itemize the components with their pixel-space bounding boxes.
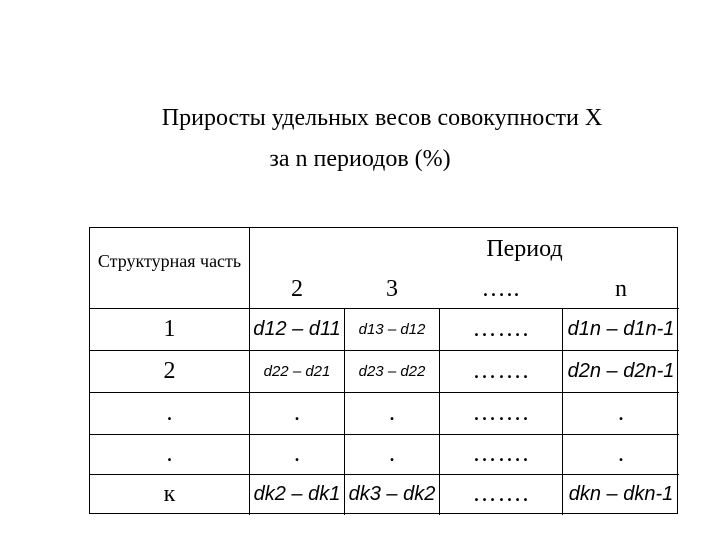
cell-r2-c2: d22 – d21	[263, 363, 331, 380]
row-label-1: 1	[163, 316, 176, 342]
cell-r3-cn: .	[618, 400, 624, 426]
cell-r1-ellipsis: …….	[472, 316, 530, 342]
cell-r4-ellipsis: …….	[472, 441, 530, 467]
header-structural-part: Структурная часть	[97, 251, 242, 271]
cell-r1-cn: d1n – d1n-1	[567, 318, 675, 340]
header-col-2: 2	[291, 275, 303, 302]
cell-rk-ellipsis: …….	[472, 480, 530, 507]
cell-rk-cn: dkn – dkn-1	[568, 482, 674, 505]
header-period: Период	[486, 235, 563, 262]
increments-table	[89, 227, 678, 514]
row-label-3: .	[166, 400, 173, 426]
row-label-k: к	[163, 480, 176, 507]
cell-r2-cn: d2n – d2n-1	[567, 360, 675, 382]
cell-rk-c3: dk3 – dk2	[348, 482, 436, 505]
cell-r4-c2: .	[294, 441, 300, 467]
cell-r1-c2: d12 – d11	[253, 318, 341, 340]
cell-rk-c2: dk2 – dk1	[253, 482, 341, 505]
row-label-2: 2	[163, 358, 176, 384]
cell-r4-cn: .	[618, 441, 624, 467]
cell-r3-ellipsis: …….	[472, 400, 530, 426]
cell-r3-c3: .	[389, 400, 395, 426]
cell-r4-c3: .	[389, 441, 395, 467]
header-col-ellipsis: …..	[481, 275, 521, 302]
cell-r2-c3: d23 – d22	[358, 363, 426, 380]
header-col-3: 3	[386, 275, 398, 302]
row-label-4: .	[166, 441, 173, 467]
cell-r2-ellipsis: …….	[472, 358, 530, 384]
cell-r1-c3: d13 – d12	[358, 321, 426, 338]
header-col-n: n	[615, 275, 627, 302]
title-line-1: Приросты удельных весов совокупности X	[161, 105, 603, 131]
title-line-2: за n периодов (%)	[269, 146, 451, 172]
cell-r3-c2: .	[294, 400, 300, 426]
